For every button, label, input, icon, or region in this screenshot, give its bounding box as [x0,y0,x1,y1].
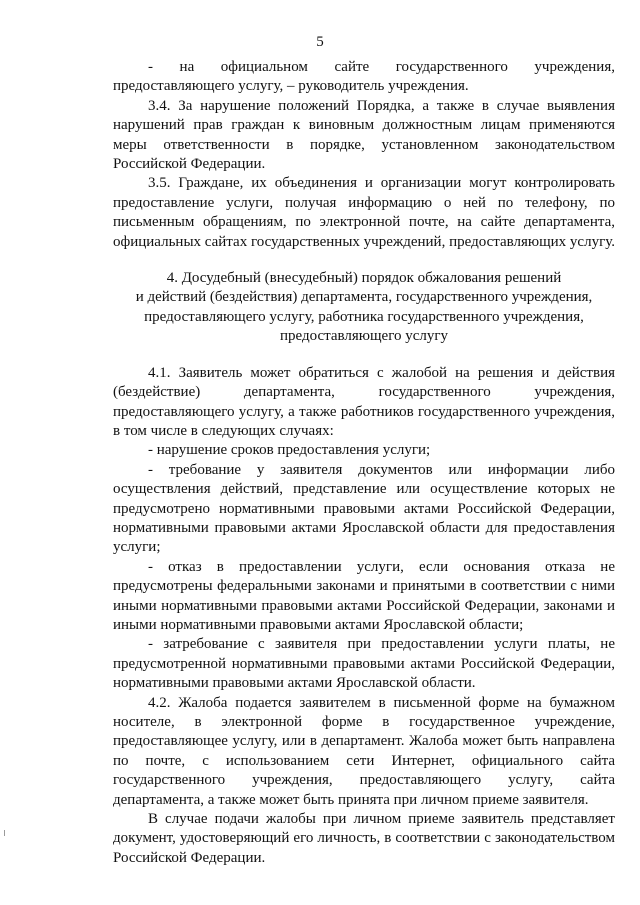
list-item-documents: - требование у заявителя документов или информации либо осуществления действий, представление или осуществление которых не предусмотрено нормативными правовыми актами Российской Федерации, нормативными правовыми актами Ярославской области для предоставления услуги; [113,461,615,556]
paragraph-personal-reception: В случае подачи жалобы при личном приеме заявитель представляет документ, удостоверяющий его личность, в соответствии с законодательством Российской Федерации. [113,811,615,866]
section-4-heading-line: 4. Досудебный (внесудебный) порядок обжалования решений [166,270,562,287]
paragraph-4-2: 4.2. Жалоба подается заявителем в письменной форме на бумажном носителе, в электронной форме в государственное учреждение, предоставляющее услугу, или в департамент. Жалоба может быть направлена по почте, с использованием сети Интернет, официального сайта государственного учреждения, предоставляющего услугу, сайта департамента, а также может быть принята при личном приеме заявителя. [113,694,615,808]
paragraph-3-4: 3.4. За нарушение положений Порядка, а также в случае выявления нарушений прав граждан к виновным должностным лицам применяются меры ответственности в порядке, установленном законодательством Российской Федерации. [113,97,615,173]
document-body [113,58,615,868]
paragraph-3-5: 3.5. Граждане, их объединения и организации могут контролировать предоставление услуги, получая информацию о ней по телефону, по письменным обращениям, по электронной почте, на сайте департамента, официальных сайтах государственных учреждений, предоставляющих услугу. [113,175,615,250]
paragraph-4-1: 4.1. Заявитель может обратиться с жалобой на решения и действия (бездействие) департамента, государственного учреждения, предоставляющего услугу, а также работников государственного учреждения, в том числе в следующих случаях: [113,364,615,439]
list-item-deadline: - нарушение сроков предоставления услуги; [148,442,431,459]
margin-mark [4,830,5,836]
list-item-refusal: - отказ в предоставлении услуги, если основания отказа не предусмотрены федеральными законами и принятыми в соответствии с ними иными нормативными правовыми актами Российской Федерации, законами и иными нормативными правовыми актами Ярославской области; [113,558,615,633]
section-4-heading-line: и действий (бездействия) департамента, государственного учреждения, [135,289,593,306]
paragraph-official-site: - на официальном сайте государственного учреждения, предоставляющего услугу, – руководитель учреждения. [113,59,615,95]
list-item-fee: - затребование с заявителя при предоставлении услуги платы, не предусмотренной нормативными правовыми актами Российской Федерации, нормативными правовыми актами Ярославской области. [113,636,615,692]
section-4-heading-line: предоставляющего услугу, работника государственного учреждения, [144,308,584,325]
page-number: 5 [316,34,324,50]
section-4-heading [113,269,615,347]
section-4-heading-line: предоставляющего услугу [279,328,449,345]
